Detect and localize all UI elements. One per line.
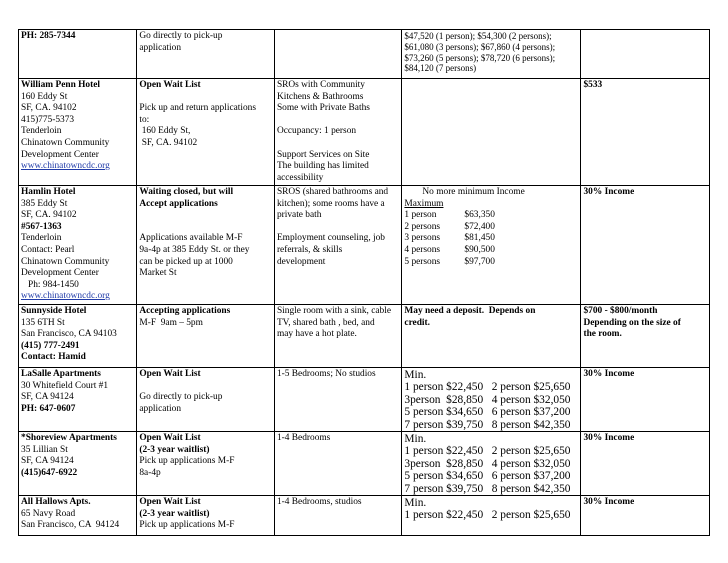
table-row [19, 368, 710, 432]
income-cell [402, 186, 581, 305]
description-line: Kitchens & Bathrooms [276, 91, 364, 102]
address-line: SF, CA. 94102 [21, 210, 77, 221]
phone-number: PH: 647-0607 [21, 403, 76, 414]
description-cell [274, 432, 401, 496]
description-line: Employment counseling, job [276, 233, 385, 244]
income-limit: $63,350 [464, 210, 495, 221]
rent-note: the room. [583, 329, 622, 340]
application-text: Market St [139, 268, 177, 279]
rent-amount: 30% Income [583, 433, 635, 444]
household-size: 5 persons [404, 256, 441, 267]
description-cell [274, 79, 401, 186]
income-limit: $97,700 [464, 256, 495, 267]
description-cell [274, 496, 401, 536]
property-name: Sunnyside Hotel [21, 306, 87, 316]
address-line: SF, CA. 94102 [21, 103, 77, 114]
income-note: credit. [404, 317, 431, 328]
income-limit-row [404, 257, 578, 269]
income-line: $47,520 (1 person); $54,300 (2 persons); [404, 31, 552, 41]
income-limit: $90,500 [464, 244, 495, 255]
waitlist-status: Open Wait List [139, 80, 201, 90]
income-cell [402, 79, 581, 186]
address-line: 65 Navy Road [21, 508, 76, 519]
housing-listings-page [18, 29, 710, 536]
contact-cell [19, 30, 137, 79]
rent-note: Depending on the size of [583, 317, 681, 328]
income-limit-row: 5 person $34,650 6 person $37,200 [404, 470, 571, 483]
description-line: private bath [276, 210, 322, 221]
income-limit-row: 7 person $39,750 8 person $42,350 [404, 418, 571, 431]
contact-cell [19, 186, 137, 305]
waitlist-status: Accepting applications [139, 306, 231, 316]
income-cell [402, 368, 581, 432]
waitlist-status: Open Wait List [139, 369, 201, 379]
income-limit-row: 1 person $22,450 2 person $25,650 [404, 445, 571, 458]
table-row [19, 496, 710, 536]
income-cell [402, 30, 581, 79]
income-limit-row [404, 233, 578, 245]
description-cell [274, 368, 401, 432]
contact-cell [19, 432, 137, 496]
description-line: Occupancy: 1 person [276, 126, 357, 137]
property-name: Hamlin Hotel [21, 187, 76, 197]
table-row [19, 79, 710, 186]
property-name: All Hallows Apts. [21, 497, 91, 508]
rent-cell [581, 79, 710, 186]
table-row [19, 432, 710, 496]
income-heading: No more minimum Income [422, 187, 525, 197]
application-text: Pick up and return applications [139, 103, 256, 114]
description-line: may have a hot plate. [276, 329, 357, 340]
description-line: kitchen); some rooms have a [276, 198, 385, 209]
application-text: Applications available M-F [139, 233, 243, 244]
application-text: SF, CA. 94102 [139, 137, 198, 148]
waitlist-duration: (2-3 year waitlist) [139, 508, 210, 519]
neighborhood: Tenderloin [21, 233, 62, 244]
address-line: San Francisco, CA 94124 [21, 520, 120, 531]
application-cell [137, 79, 275, 186]
address-line: 35 Lillian St [21, 444, 68, 455]
income-cell [402, 496, 581, 536]
income-limit-row [404, 222, 578, 234]
phone-number: (415)647-6922 [21, 467, 78, 478]
income-limit-row: 1 person $22,450 2 person $25,650 [404, 509, 571, 522]
waitlist-status: Waiting closed, but will [139, 187, 234, 197]
income-limit-row [404, 210, 578, 222]
income-line: $61,080 (3 persons); $67,860 (4 persons); [404, 41, 556, 52]
description-line: accessibility [276, 172, 324, 183]
neighborhood: Tenderloin [21, 126, 62, 137]
income-limit-row: 7 person $39,750 8 person $42,350 [404, 482, 571, 495]
rent-amount: $533 [583, 80, 603, 90]
housing-listings-table [18, 29, 710, 536]
description-line: SROs with Community [276, 80, 365, 90]
application-cell [137, 432, 275, 496]
contact-cell [19, 79, 137, 186]
income-min-label: Min. [404, 497, 427, 510]
income-limit-row: 5 person $34,650 6 person $37,200 [404, 406, 571, 419]
household-size: 1 person [404, 210, 437, 221]
income-limit: $81,450 [464, 233, 495, 244]
household-size: 2 persons [404, 221, 441, 232]
property-name: William Penn Hotel [21, 80, 100, 90]
rent-amount: 30% Income [583, 369, 635, 379]
agency-line: Chinatown Community [21, 256, 110, 267]
address-line: San Francisco, CA 94103 [21, 329, 117, 340]
rent-amount: 30% Income [583, 187, 635, 197]
address-line: 135 6TH St [21, 317, 65, 328]
application-text: application [139, 403, 182, 414]
income-min-label: Min. [404, 433, 427, 446]
description-line: Single room with a sink, cable [276, 306, 391, 316]
description-cell [274, 305, 401, 368]
income-line: $84,120 (7 persons) [404, 63, 477, 74]
income-maximum-label: Maximum [404, 198, 444, 209]
contact-person: Contact: Hamid [21, 352, 86, 363]
income-cell [402, 305, 581, 368]
property-name: LaSalle Apartments [21, 369, 101, 379]
property-name: *Shoreview Apartments [21, 433, 117, 444]
income-line: $73,260 (5 persons); $78,720 (6 persons); [404, 52, 556, 63]
income-limit-row: 1 person $22,450 2 person $25,650 [404, 381, 571, 394]
rent-amount: $700 - $800/month [583, 306, 658, 316]
description-cell [274, 30, 401, 79]
income-note: May need a deposit. Depends on [404, 306, 536, 316]
application-text: Go directly to pick-up [139, 31, 223, 41]
waitlist-duration: (2-3 year waitlist) [139, 444, 210, 455]
agency-phone: Ph: 984-1450 [21, 279, 79, 290]
application-text: to: [139, 114, 150, 125]
application-cell [137, 368, 275, 432]
agency-line: Chinatown Community [21, 137, 110, 148]
website-link[interactable]: www.chinatowncdc.org [21, 291, 110, 302]
application-text: can be picked up at 1000 [139, 256, 233, 267]
address-line: SF, CA 94124 [21, 456, 74, 467]
application-cell [137, 186, 275, 305]
income-limit-row: 3person $28,850 4 person $32,050 [404, 457, 571, 470]
application-text: application [139, 42, 182, 53]
address-line: 385 Eddy St [21, 198, 68, 209]
application-text: Go directly to pick-up [139, 392, 223, 403]
phone-number: 415)775-5373 [21, 114, 75, 125]
household-size: 3 persons [404, 233, 441, 244]
table-row [19, 186, 710, 305]
waitlist-status: Open Wait List [139, 433, 201, 444]
rent-cell [581, 305, 710, 368]
income-limit-row: 3person $28,850 4 person $32,050 [404, 393, 571, 406]
application-text: 8a-4p [139, 467, 161, 478]
rent-cell [581, 496, 710, 536]
waitlist-status: Open Wait List [139, 497, 201, 508]
description-line: Some with Private Baths [276, 103, 370, 114]
description-cell [274, 186, 401, 305]
contact-cell [19, 496, 137, 536]
address-line: 30 Whitefield Court #1 [21, 380, 109, 391]
rent-cell [581, 30, 710, 79]
application-text: 160 Eddy St, [139, 126, 191, 137]
income-min-label: Min. [404, 369, 427, 381]
description-line: 1-5 Bedrooms; No studios [276, 369, 376, 379]
income-cell [402, 432, 581, 496]
income-limit-row [404, 245, 578, 257]
application-text: Pick up applications M-F [139, 456, 235, 467]
household-size: 4 persons [404, 244, 441, 255]
description-line: 1-4 Bedrooms [276, 433, 331, 444]
contact-cell [19, 305, 137, 368]
website-link[interactable]: www.chinatowncdc.org [21, 161, 110, 172]
phone-number: (415) 777-2491 [21, 340, 80, 351]
description-line: Support Services on Site [276, 149, 370, 160]
description-line: 1-4 Bedrooms, studios [276, 497, 362, 508]
application-cell [137, 496, 275, 536]
contact-person: Contact: Pearl [21, 244, 75, 255]
rent-cell [581, 368, 710, 432]
description-line: TV, shared bath , bed, and [276, 317, 375, 328]
income-limit: $72,400 [464, 221, 495, 232]
table-row [19, 305, 710, 368]
phone-number: #567-1363 [21, 221, 62, 232]
rent-amount: 30% Income [583, 497, 635, 508]
rent-cell [581, 186, 710, 305]
address-line: 160 Eddy St [21, 91, 68, 102]
application-text: 9a-4p at 385 Eddy St. or they [139, 244, 250, 255]
phone-number: PH: 285-7344 [21, 31, 76, 41]
table-row [19, 30, 710, 79]
description-line: development [276, 256, 326, 267]
agency-line: Development Center [21, 149, 99, 160]
application-text: Pick up applications M-F [139, 520, 235, 531]
contact-cell [19, 368, 137, 432]
rent-cell [581, 432, 710, 496]
description-line: SROS (shared bathrooms and [276, 187, 389, 197]
address-line: SF, CA 94124 [21, 392, 74, 403]
application-cell [137, 30, 275, 79]
description-line: referrals, & skills [276, 244, 343, 255]
application-text: M-F 9am – 5pm [139, 317, 203, 328]
description-line: The building has limited [276, 161, 369, 172]
application-cell [137, 305, 275, 368]
waitlist-status: Accept applications [139, 198, 218, 209]
agency-line: Development Center [21, 268, 99, 279]
